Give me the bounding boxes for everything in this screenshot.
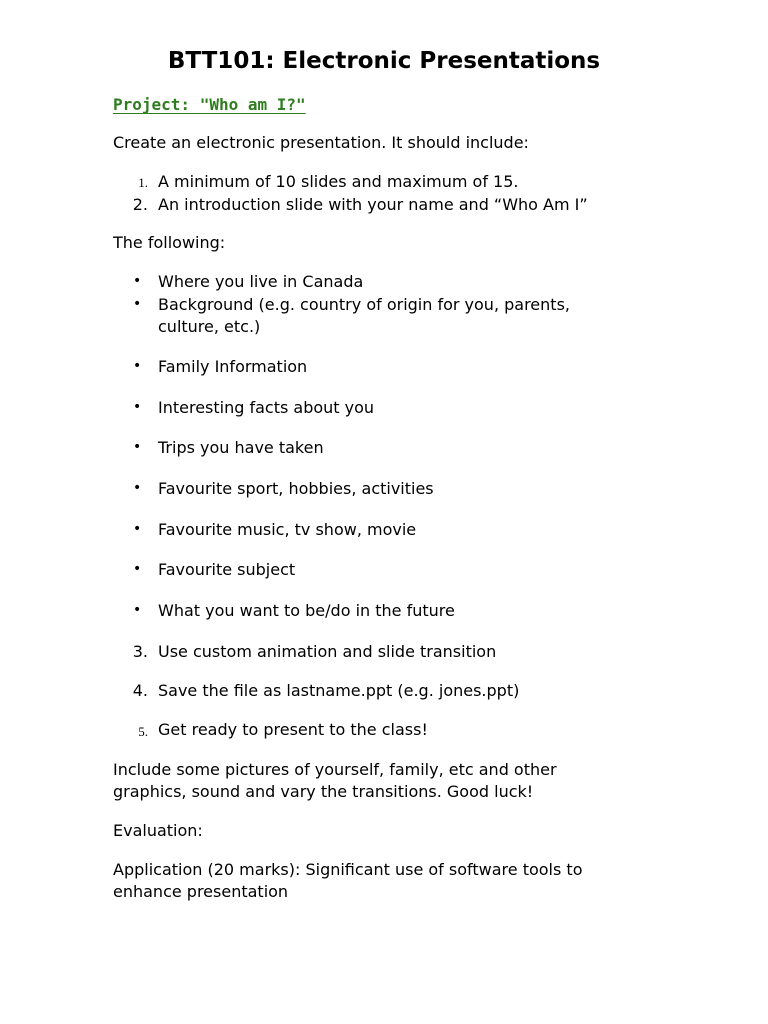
list-number: 4. — [132, 681, 148, 700]
application-paragraph-line2: enhance presentation — [113, 882, 289, 901]
bullet-icon: • — [133, 480, 142, 496]
list-item: Use custom animation and slide transition — [158, 642, 497, 661]
list-item: Where you live in Canada — [158, 272, 364, 291]
list-item: What you want to be/do in the future — [158, 601, 455, 620]
list-item: Favourite subject — [158, 560, 296, 579]
project-heading: Project: "Who am I?" — [113, 95, 306, 114]
list-item: Get ready to present to the class! — [158, 720, 428, 739]
application-paragraph: Application (20 marks): Significant use of software tools to — [113, 860, 583, 879]
bullet-icon: • — [133, 561, 142, 577]
list-item: A minimum of 10 slides and maximum of 15. — [158, 172, 519, 191]
list-item: Save the file as lastname.ppt (e.g. jones.ppt) — [158, 681, 520, 700]
list-item: An introduction slide with your name and “Who Am I” — [158, 195, 588, 214]
following-label: The following: — [113, 233, 226, 252]
intro-text: Create an electronic presentation. It should include: — [113, 133, 529, 152]
page-title: BTT101: Electronic Presentations — [167, 48, 601, 74]
list-number: 2. — [132, 195, 148, 214]
list-item: Trips you have taken — [158, 438, 324, 457]
include-paragraph: Include some pictures of yourself, family, etc and other — [113, 760, 557, 779]
bullet-icon: • — [133, 521, 142, 537]
list-item: Favourite music, tv show, movie — [158, 520, 417, 539]
list-item: Favourite sport, hobbies, activities — [158, 479, 434, 498]
bullet-icon: • — [133, 602, 142, 618]
list-number: 5. — [138, 724, 148, 739]
list-item: Interesting facts about you — [158, 398, 375, 417]
list-item: Background (e.g. country of origin for you, parents, — [158, 295, 570, 314]
list-item: Family Information — [158, 357, 308, 376]
include-paragraph-line2: graphics, sound and vary the transitions. Good luck! — [113, 782, 534, 801]
evaluation-label: Evaluation: — [113, 821, 203, 840]
bullet-icon: • — [133, 296, 142, 312]
bullet-icon: • — [133, 399, 142, 415]
bullet-icon: • — [133, 439, 142, 455]
bullet-icon: • — [133, 358, 142, 374]
list-number: 1. — [138, 175, 148, 190]
bullet-icon: • — [133, 273, 142, 289]
list-item-continuation: culture, etc.) — [158, 317, 261, 336]
list-number: 3. — [132, 642, 148, 661]
